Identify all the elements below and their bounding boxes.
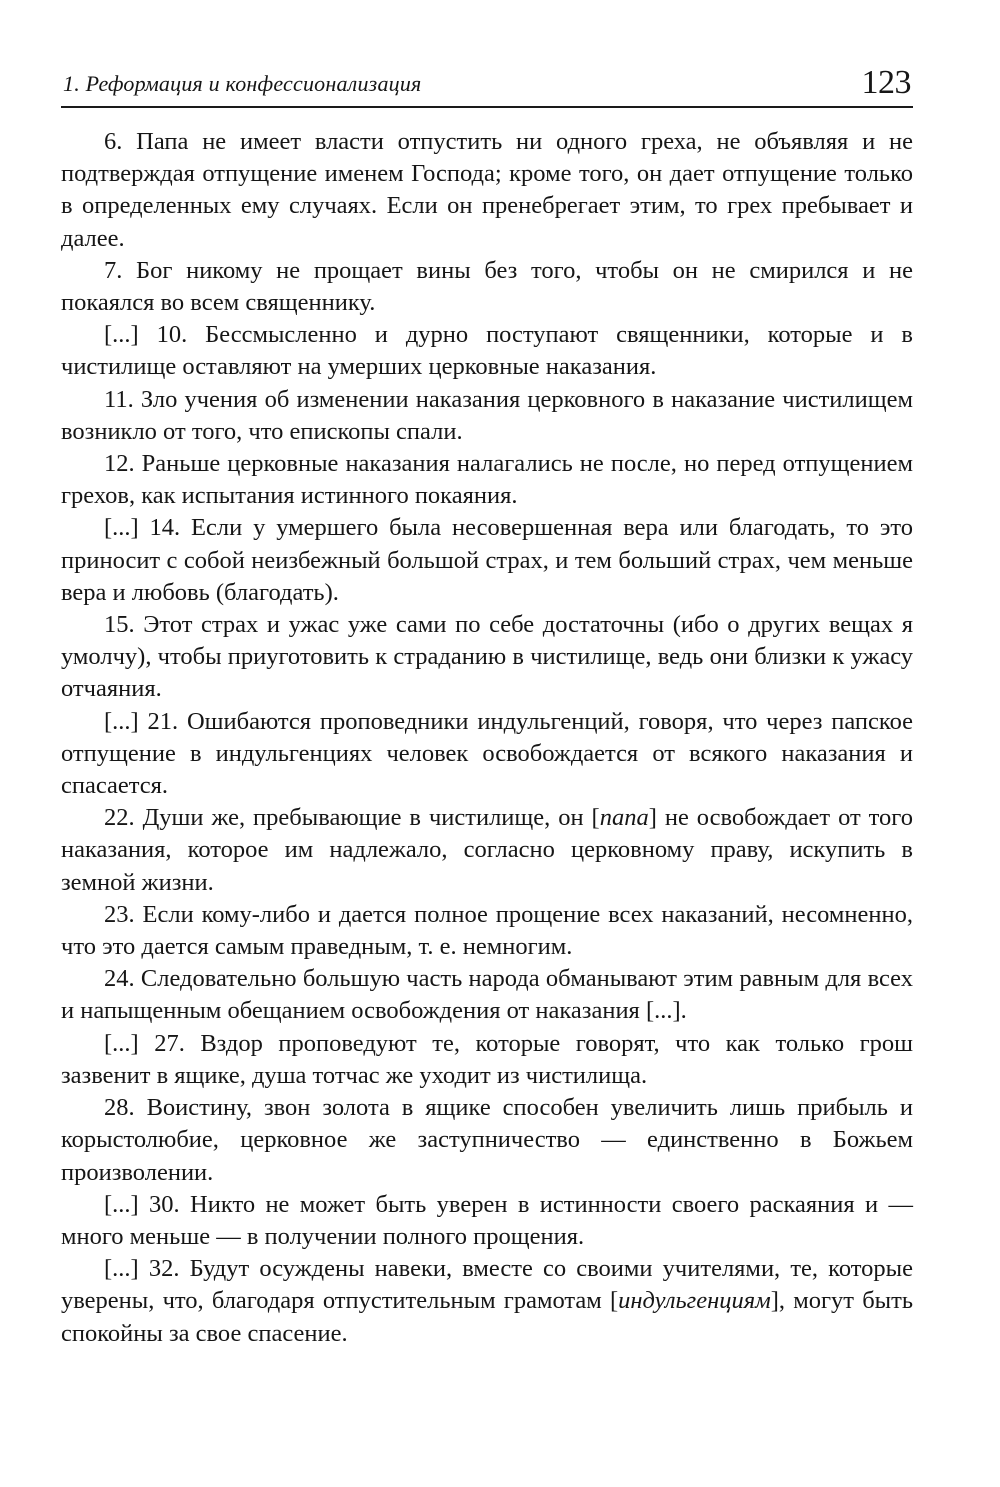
paragraph-thesis-12: 12. Раньше церковные наказания налагались не после, но перед отпущением грехов, как испытания истинного покаяния. (61, 450, 913, 510)
paragraph-thesis-14: [...] 14. Если у умершего была несовершенная вера или благодать, то это приносит с собой неизбежный большой страх, и тем больший страх, чем меньше вера и любовь (благодать). (61, 514, 913, 606)
italic-insertion: индульгенциям (618, 1287, 771, 1315)
paragraph-thesis-21: [...] 21. Ошибаются проповедники индульгенций, говоря, что через папское отпущение в индульгенциях человек освобождается от всякого наказания и спасается. (61, 707, 913, 800)
paragraph-thesis-10: [...] 10. Бессмысленно и дурно поступают священники, которые и в чистилище оставляют на умерших церковные наказания. (61, 321, 913, 381)
paragraph-text: 22. Души же, пребывающие в чистилище, он [ (104, 804, 600, 832)
body-text (61, 126, 913, 1350)
paragraph-thesis-7: 7. Бог никому не прощает вины без того, чтобы он не смирился и не покаялся во всем священнику. (61, 256, 913, 317)
running-header (61, 60, 913, 108)
italic-insertion: папа (599, 804, 649, 832)
paragraph-thesis-28: 28. Воистину, звон золота в ящике способен увеличить лишь прибыль и корыстолюбие, церковное же заступничество — единственно в Божьем произволении. (61, 1094, 913, 1186)
paragraph-thesis-24: 24. Следовательно большую часть народа обманывают этим равным для всех и напыщенным обещанием освобождения от наказания [...]. (61, 965, 913, 1025)
paragraph-text: ] не освобождает от того наказания, которое им надлежало, согласно церковному праву, искупить в земной жизни. (61, 804, 913, 896)
paragraph-text: [...] 32. Будут осуждены навеки, вместе со своими учителями, те, которые уверены, что, благодаря отпустительным грамотам [ (61, 1255, 913, 1315)
paragraph-text: ], могут быть спокойны за свое спасение. (61, 1287, 914, 1347)
paragraph-thesis-32 (61, 1253, 913, 1350)
paragraph-thesis-11: 11. Зло учения об изменении наказания церковного в наказание чистилищем возникло от того, что епископы спали. (61, 385, 913, 445)
paragraph-thesis-30: [...] 30. Никто не может быть уверен в истинности своего раскаяния и — много меньше — в получении полного прощения. (61, 1190, 913, 1250)
paragraph-thesis-15: 15. Этот страх и ужас уже сами по себе достаточны (ибо о других вещах я умолчу), чтобы приуготовить к страданию в чистилище, ведь они близки к ужасу отчаяния. (61, 611, 913, 703)
paragraph-thesis-23: 23. Если кому-либо и дается полное прощение всех наказаний, несомненно, что это дается самым праведным, т. е. немногим. (61, 900, 913, 961)
page-number: 123 (861, 64, 911, 101)
paragraph-thesis-6: 6. Папа не имеет власти отпустить ни одного греха, не объявляя и не подтверждая отпущение именем Господа; кроме того, он дает отпущение только в определенных ему случаях. Если он пренебрегает этим, то грех пребывает и далее. (61, 128, 913, 252)
running-title: 1. Реформация и конфессионализация (63, 71, 422, 96)
paragraph-thesis-22 (61, 802, 913, 899)
paragraph-thesis-27: [...] 27. Вздор проповедуют те, которые говорят, что как только грош зазвенит в ящике, душа тотчас же уходит из чистилища. (61, 1029, 913, 1089)
book-page (61, 60, 913, 1350)
